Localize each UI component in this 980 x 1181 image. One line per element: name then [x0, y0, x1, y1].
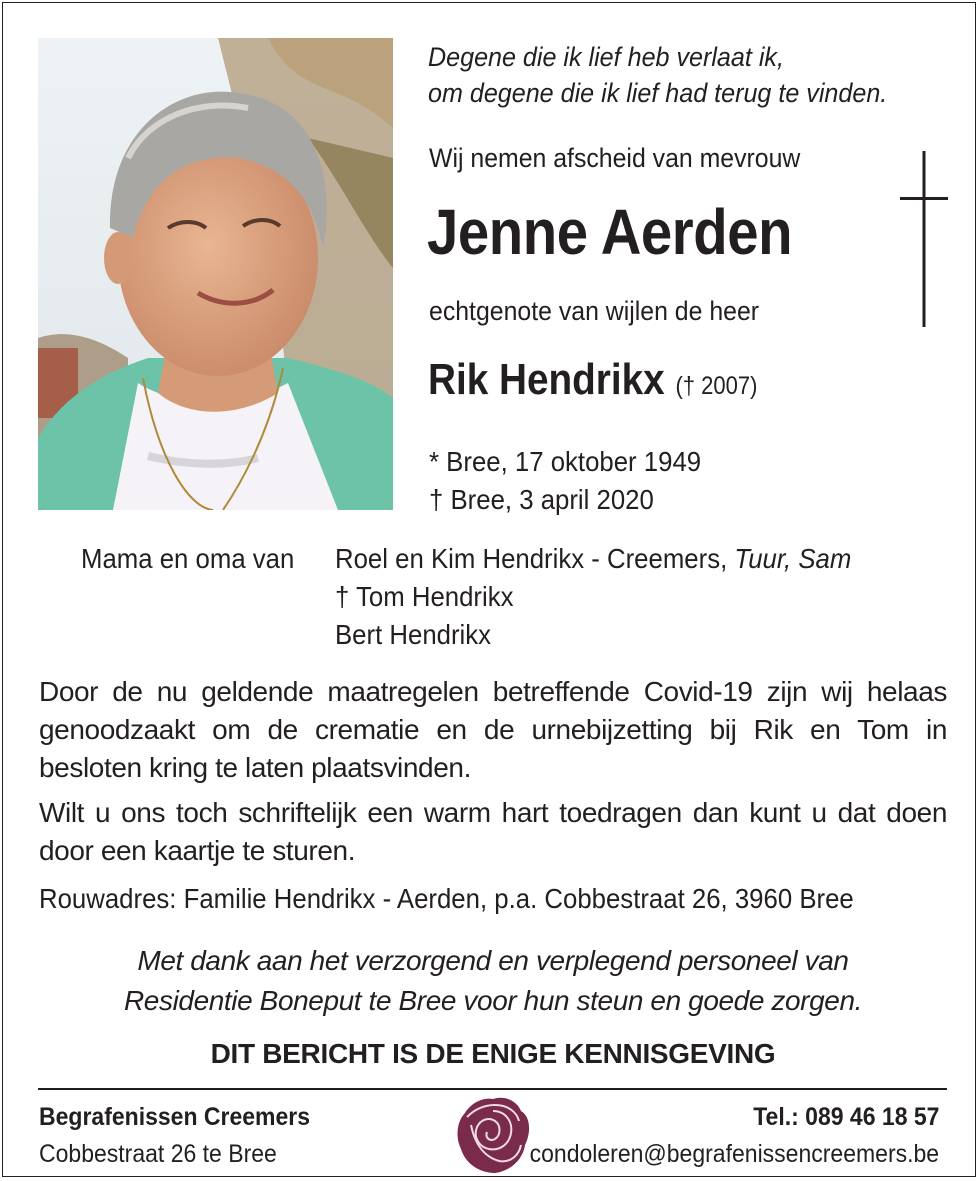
family-line-1 — [335, 540, 851, 578]
portrait-photo — [38, 38, 393, 510]
spouse-name: Rik Hendrikx — [428, 355, 665, 404]
funeral-home-name: Begrafenissen Creemers — [39, 1103, 311, 1131]
covid-paragraph: Door de nu geldende maatregelen betreffende Covid-19 zijn wij helaas genoodzaakt om de crematie en de urnebijzetting bij Rik en Tom in besloten kring te laten plaatsvinden. — [39, 676, 947, 783]
rose-logo-icon — [455, 1095, 531, 1175]
official-notice: DIT BERICHT IS DE ENIGE KENNISGEVING — [210, 1038, 776, 1069]
footer-divider — [38, 1088, 947, 1090]
funeral-home-email: condoleren@begrafenissencreemers.be — [529, 1140, 939, 1168]
family-line-3: Bert Hendrikx — [335, 619, 492, 650]
spouse-death-note: († 2007) — [675, 372, 758, 400]
thanks-line-1: Met dank aan het verzorgend en verplegend personeel van — [137, 945, 849, 976]
family-line-1-main: Roel en Kim Hendrikx - Creemers, — [335, 543, 728, 574]
thanks-message — [3, 941, 980, 1021]
spouse-line — [428, 355, 757, 405]
epitaph-quote — [428, 39, 930, 111]
spouse-intro: echtgenote van wijlen de heer — [429, 296, 760, 326]
family-names — [335, 540, 851, 654]
farewell-intro: Wij nemen afscheid van mevrouw — [429, 143, 801, 173]
family-line-1-grandchildren: Tuur, Sam — [734, 543, 852, 574]
cross-icon — [900, 151, 948, 327]
death-date: † Bree, 3 april 2020 — [429, 484, 654, 515]
birth-date: * Bree, 17 oktober 1949 — [429, 446, 702, 477]
thanks-line-2: Residentie Boneput te Bree voor hun steun en goede zorgen. — [123, 985, 862, 1016]
funeral-home-phone: Tel.: 089 46 18 57 — [752, 1103, 939, 1131]
funeral-home-address: Cobbestraat 26 te Bree — [39, 1140, 277, 1168]
family-line-2: † Tom Hendrikx — [335, 581, 514, 612]
life-dates — [429, 443, 701, 519]
family-label: Mama en oma van — [81, 543, 295, 574]
condolence-paragraph: Wilt u ons toch schriftelijk een warm hart toedragen dan kunt u dat doen door een kaartje te sturen. — [39, 797, 947, 866]
deceased-name: Jenne Aerden — [427, 196, 793, 268]
mourning-address: Rouwadres: Familie Hendrikx - Aerden, p.a. Cobbestraat 26, 3960 Bree — [39, 883, 854, 914]
obituary-card — [2, 2, 976, 1177]
quote-line-1: Degene die ik lief heb verlaat ik, — [428, 42, 784, 72]
quote-line-2: om degene die ik lief had terug te vinden. — [428, 78, 888, 108]
